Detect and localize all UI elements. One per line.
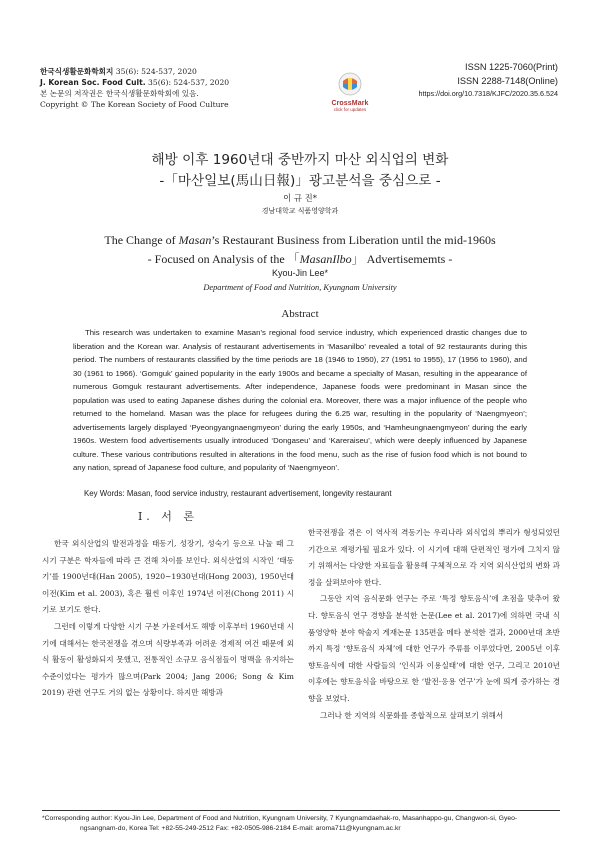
journal-volume-en: 35(6): 524-537, 2020 [148,78,230,87]
body-paragraph: 한국 외식산업의 발전과정을 태동기, 성장기, 성숙기 등으로 나눌 때 그 시기 구분은 학자들에 따라 큰 견해 차이를 보인다. 외식산업의 시작인 ‘태동기’를 1900년대(Han 2005), 1920~1930년대(Hong 2003), 1950년대 이전(Kim et al. 2003), 혹은 훨씬 이후인 1974년 이전(Chong 2011) 시기로 보기도 한다. [42,539,294,615]
footnote-rule [42,810,560,811]
affiliation-kr: 경남대학교 식품영양학과 [261,207,339,215]
author-kr: 이 규 진* [283,193,317,203]
title-kr-line1: 해방 이후 1960년대 중반까지 마산 외식업의 변화 [151,152,449,168]
crossmark-label: CrossMark [331,100,369,107]
body-paragraph: 그동안 지역 음식문화 연구는 주로 ‘특정 향토음식’에 초점을 맞추어 왔다. 향토음식 연구 경향을 분석한 논문(Lee et al. 2017)에 의하면 국내 식품영양학 분야 학술지 게재논문 135편을 메타 분석한 결과, 2000년대 초반까지 특정 ‘향토음식 자체’에 대한 연구가 주류를 이루었다면, 2005년 이후 향토음식에 대한 사람들의 ‘인식과 이용실태’에 대한 연구, 그리고 2010년 이후에는 향토음식을 바탕으로 한 ‘발전·응용 연구’가 눈에 띄게 증가하는 경향을 보였다. [308,594,560,703]
issn-online: ISSN 2288-7148(Online) [457,76,558,86]
copyright-kr: 본 논문의 저작권은 한국식생활문화학회에 있음. [40,89,199,98]
title-en-part: - Focused on Analysis of the 「 [147,252,300,266]
affiliation-en: Department of Food and Nutrition, Kyungnam University [203,283,397,292]
crossmark-badge[interactable] [328,72,372,112]
title-en-part: The Change of [104,233,179,247]
title-kr-line2: -「마산일보(馬山日報)」광고분석을 중심으로 - [159,173,441,189]
journal-volume-kr: 35(6): 524-537, 2020 [115,67,197,76]
title-en-italic: Masan [178,233,212,247]
footnote [42,814,560,834]
journal-name-en: J. Korean Soc. Food Cult. [40,78,146,87]
title-en-line1 [0,233,600,248]
copyright-en: Copyright © The Korean Society of Food Culture [40,100,229,109]
crossmark-icon [338,72,362,96]
doi-link[interactable]: https://doi.org/10.7318/KJFC/2020.35.6.524 [418,89,558,98]
journal-name-kr: 한국식생활문화학회지 [40,67,114,76]
section-heading: Ⅰ. 서 론 [137,510,199,523]
abstract-text: This research was undertaken to examine Masan’s regional food service industry, which experienced drastic changes due to liberation and the Korean war. Analysis of restaurant advertisements in ‘Masanilbo’ revealed a total of 92 restaurants during this period. The numbers of restaurants classified by the time periods are 18 (1946 to 1950), 27 (1951 to 1955), 17 (1956 to 1960), and 30 (1961 to 1966). ‘Gomguk’ gained popularity in the early 1900s and became a specialty of Masan, resulting in the appearance of numerous Gomguk restaurant advertisements. After independence, Japanese foods were predominant in Masan since the population was used to eating Japanese dishes during the colonial era. Moreover, there was a major influence of the people who returned to the homeland. Masan was the place for refugees during the 6.25 war, resulting in the popularity of ‘Naengmyeon’; advertisements largely displayed ‘Pyeongyangnaengmyeon’ during the early 1950s, and ‘Hamheungnaengmyeon’ during the early 1960s. Western food advertisements usually introduced ‘Dongaseu’ and ‘Kareraiseu’, which were deeply influenced by Japanese culture. These various contributions resulted in alterations in the food menu, such as the rise of fusion food which is not bound to any nation, spread of Japanese food culture, and popularity of ‘Naengmyeon’. [73,328,527,472]
title-en-line2 [0,250,600,267]
body-column-right [308,525,560,724]
crossmark-sublabel: click for updates [333,107,367,112]
body-paragraph: 그러나 한 지역의 식문화를 종합적으로 살펴보기 위해서 [320,710,504,720]
body-paragraph: 한국전쟁을 겪은 이 역사적 격동기는 우리나라 외식업의 뿌리가 형성되었던 기간으로 재평가될 필요가 있다. 이 시기에 대해 단편적인 평가에 그치지 않기 위해서는 다양한 자료들을 활용해 구체적으로 각 지역 외식산업의 변화 과정을 살펴보아야 한다. [308,528,560,587]
title-en-part: 」 Advertisememts - [351,252,453,266]
body-paragraph: 그런데 이렇게 다양한 시기 구분 가운데서도 해방 이후부터 1960년대 시기에 대해서는 한국전쟁을 겪으며 식량부족과 어려운 경제적 여건 때문에 외식 활동이 활성화되지 못했고, 전통적인 소규모 음식점들이 명맥을 유지하는 수준이었다는 평가가 많으며(Park 2004; Jang 2006; Song & Kim 2019) 관련 연구도 거의 없는 상황이다. 하지만 해방과 [42,621,294,698]
issn-print: ISSN 1225-7060(Print) [465,62,558,72]
body-column-left [42,536,294,702]
footnote-line: *Corresponding author: Kyou-Jin Lee, Department of Food and Nutrition, Kyungnam University, 7 Kyungnamdaehak-ro, Masanhappo-gu, Changwon-si, Gyeo- [42,815,518,822]
author-en: Kyou-Jin Lee* [271,268,329,278]
title-en-part: ’s Restaurant Business from Liberation until the mid-1960s [211,233,496,247]
abstract-heading: Abstract [281,308,319,320]
keywords: Key Words: Masan, food service industry, restaurant advertisement, longevity restaurant [84,489,392,498]
issn-block [419,60,558,99]
title-en-italic: MasanIlbo [299,252,352,266]
journal-header [40,66,229,110]
footnote-line: ngsangnam-do, Korea Tel: +82-55-249-2512 Fax: +82-0505-986-2184 E-mail: aroma711@kyungnam.ac.kr [80,825,401,832]
